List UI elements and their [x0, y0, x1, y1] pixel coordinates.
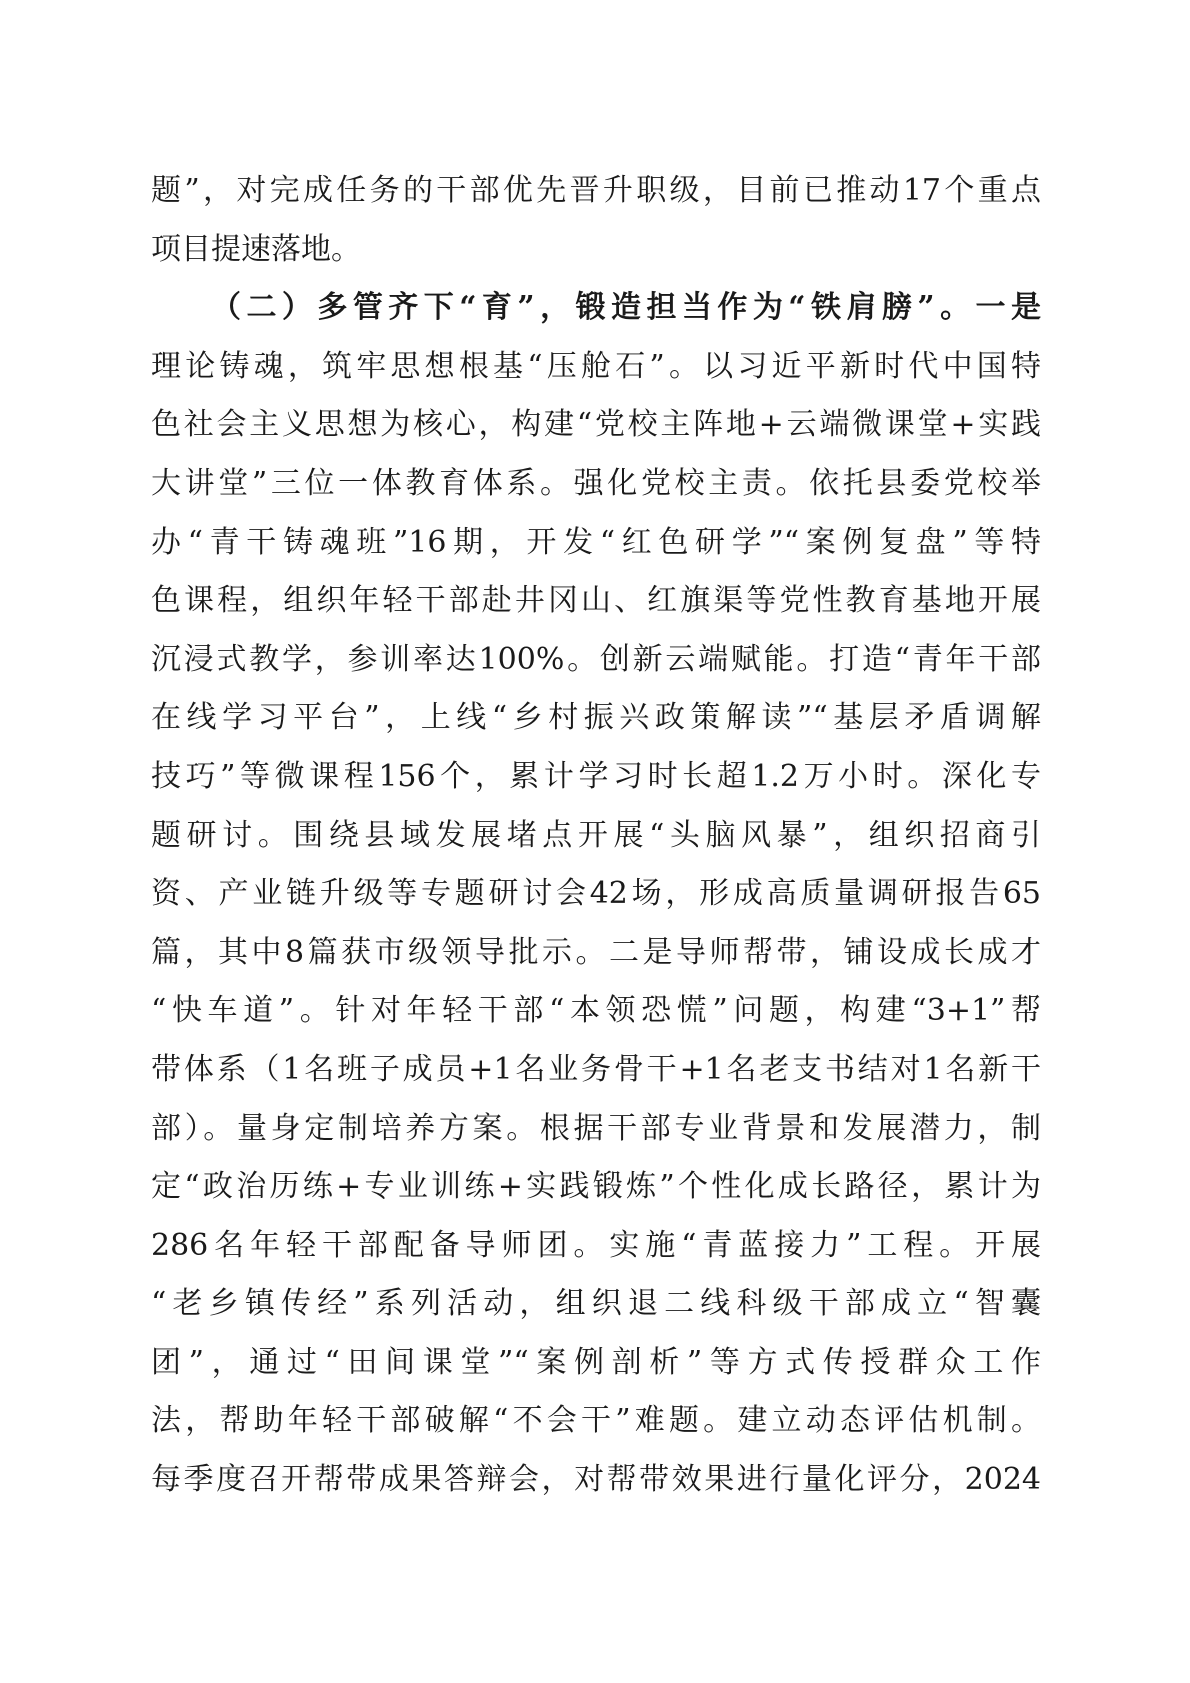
text-line: 篇，其中8篇获市级领导批示。二是导师帮带，铺设成长成才: [151, 934, 1041, 970]
text-line: 沉浸式教学，参训率达100%。创新云端赋能。打造“青年干部: [151, 641, 1041, 677]
text-line: “快车道”。针对年轻干部“本领恐慌”问题，构建“3+1”帮: [151, 993, 1041, 1029]
text-line: 办“青干铸魂班”16期，开发“红色研学”“案例复盘”等特: [151, 524, 1041, 560]
text-line: 定“政治历练+专业训练+实践锻炼”个性化成长路径，累计为: [151, 1169, 1041, 1205]
text-line: 大讲堂”三位一体教育体系。强化党校主责。依托县委党校举: [151, 465, 1041, 501]
text-line: 项目提速落地。: [151, 231, 361, 267]
section-heading-line: （二）多管齐下“育”，锻造担当作为“铁肩膀”。一是: [211, 290, 1041, 326]
text-line: 带体系（1名班子成员+1名业务骨干+1名老支书结对1名新干: [151, 1051, 1041, 1087]
text-line: 286名年轻干部配备导师团。实施“青蓝接力”工程。开展: [151, 1227, 1041, 1263]
text-line: 资、产业链升级等专题研讨会42场，形成高质量调研报告65: [151, 876, 1041, 912]
text-line: 在线学习平台”，上线“乡村振兴政策解读”“基层矛盾调解: [151, 700, 1041, 736]
text-line: 团”，通过“田间课堂”“案例剖析”等方式传授群众工作: [151, 1344, 1041, 1380]
text-line: 色社会主义思想为核心，构建“党校主阵地+云端微课堂+实践: [151, 407, 1041, 443]
body-text: [151, 162, 1041, 1510]
text-line: “老乡镇传经”系列活动，组织退二线科级干部成立“智囊: [151, 1286, 1041, 1322]
text-line: 题研讨。围绕县域发展堵点开展“头脑风暴”，组织招商引: [151, 817, 1041, 853]
text-line: 色课程，组织年轻干部赴井冈山、红旗渠等党性教育基地开展: [151, 583, 1041, 619]
text-line: 理论铸魂，筑牢思想根基“压舱石”。以习近平新时代中国特: [151, 348, 1041, 384]
text-line: 题”，对完成任务的干部优先晋升职级，目前已推动17个重点: [151, 173, 1041, 208]
text-line: 技巧”等微课程156个，累计学习时长超1.2万小时。深化专: [151, 758, 1041, 794]
text-line: 每季度召开帮带成果答辩会，对帮带效果进行量化评分，2024: [151, 1462, 1041, 1498]
text-line: 部）。量身定制培养方案。根据干部专业背景和发展潜力，制: [151, 1110, 1041, 1146]
text-line: 法，帮助年轻干部破解“不会干”难题。建立动态评估机制。: [151, 1403, 1041, 1439]
